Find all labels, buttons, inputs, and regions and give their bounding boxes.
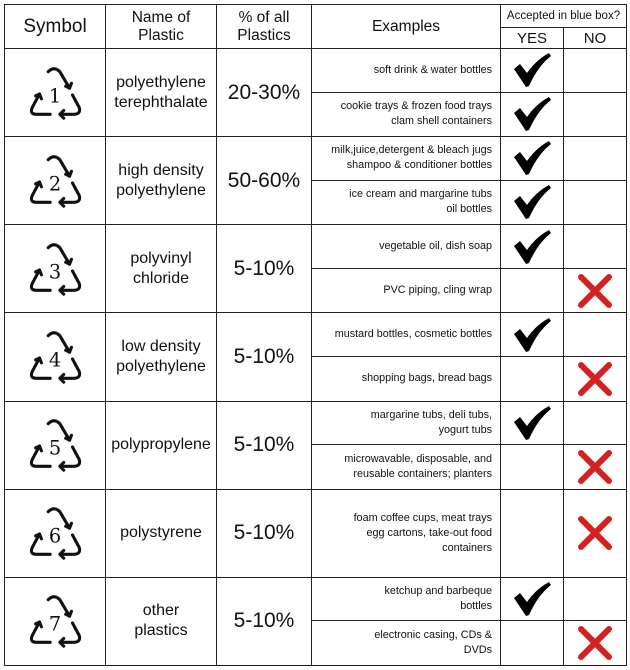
plastic-name-line: polystyrene (120, 524, 202, 542)
percent-cell: 5-10% (217, 225, 312, 313)
symbol-cell (5, 49, 106, 137)
table-row (5, 401, 627, 445)
check-icon (512, 405, 552, 441)
header-percent-line-1: % of all (238, 8, 290, 26)
yes-cell (501, 137, 564, 181)
resin-code-number: 3 (48, 260, 62, 284)
cross-icon (577, 361, 613, 397)
yes-cell (501, 621, 564, 666)
no-cell (564, 313, 627, 357)
no-cell (564, 577, 627, 621)
percent-cell: 50-60% (217, 137, 312, 225)
example-line: soft drink & water bottles (373, 63, 492, 76)
plastic-name-cell (106, 577, 217, 665)
examples-cell (312, 577, 501, 621)
example-line: foam coffee cups, meat trays (353, 511, 492, 524)
examples-cell (312, 356, 501, 401)
yes-cell (501, 401, 564, 445)
no-cell (564, 268, 627, 313)
check-icon (512, 317, 552, 353)
symbol-cell (5, 401, 106, 489)
plastic-name-line: polyethylene (116, 181, 206, 199)
plastic-name-line: polypropylene (111, 436, 211, 454)
examples-cell (312, 49, 501, 93)
cross-icon (577, 449, 613, 485)
plastics-table (4, 4, 627, 666)
cross-icon (577, 625, 613, 661)
plastic-name-cell (106, 489, 217, 577)
plastic-name-line: high density (118, 161, 204, 179)
resin-code-number: 4 (48, 348, 62, 372)
plastic-name-cell (106, 137, 217, 225)
example-line: egg cartons, take-out food (366, 526, 492, 539)
percent-cell: 5-10% (217, 313, 312, 401)
header-symbol: Symbol (5, 5, 106, 49)
no-cell (564, 180, 627, 225)
plastic-name-cell (106, 225, 217, 313)
yes-cell (501, 489, 564, 577)
no-cell (564, 621, 627, 666)
percent-cell: 5-10% (217, 577, 312, 665)
examples-cell (312, 489, 501, 577)
cross-icon (577, 515, 613, 551)
example-line: shopping bags, bread bags (361, 372, 492, 385)
no-cell (564, 356, 627, 401)
no-cell (564, 92, 627, 137)
no-cell (564, 401, 627, 445)
symbol-cell (5, 225, 106, 313)
examples-cell (312, 180, 501, 225)
recycling-symbol-icon (24, 62, 86, 124)
recycling-symbol-icon (24, 150, 86, 212)
check-icon (512, 140, 552, 176)
plastic-name-cell (106, 401, 217, 489)
examples-cell (312, 621, 501, 666)
resin-code-number: 5 (48, 436, 62, 460)
example-line: margarine tubs, deli tubs, (370, 408, 492, 421)
plastic-name-line: low density (121, 337, 201, 355)
yes-cell (501, 268, 564, 313)
table-row (5, 137, 627, 181)
table-row (5, 489, 627, 577)
header-percent-line-2: Plastics (237, 26, 291, 44)
plastic-name-line: other (142, 602, 180, 620)
symbol-cell (5, 313, 106, 401)
cross-icon (577, 273, 613, 309)
examples-cell (312, 401, 501, 445)
percent-cell: 20-30% (217, 49, 312, 137)
check-icon (512, 229, 552, 265)
header-yes: YES (501, 28, 564, 49)
table-header (5, 5, 627, 49)
example-line: shampoo & conditioner bottles (346, 159, 492, 172)
check-icon (512, 184, 552, 220)
examples-cell (312, 445, 501, 490)
plastic-name-cell (106, 313, 217, 401)
symbol-cell (5, 137, 106, 225)
plastic-name-line: polyethylene (116, 73, 206, 91)
header-name-line-2: Plastic (138, 26, 184, 44)
plastic-name-line: polyvinyl (130, 249, 192, 267)
example-line: reusable containers; planters (353, 467, 492, 480)
example-line: PVC piping, cling wrap (383, 284, 492, 297)
yes-cell (501, 92, 564, 137)
example-line: DVDs (463, 644, 492, 657)
recycling-symbol-icon (24, 238, 86, 300)
no-cell (564, 489, 627, 577)
resin-code-number: 2 (48, 172, 62, 196)
plastic-name-line: chloride (132, 269, 190, 287)
yes-cell (501, 180, 564, 225)
resin-code-number: 6 (48, 524, 62, 548)
recycling-symbol-icon (24, 414, 86, 476)
yes-cell (501, 577, 564, 621)
percent-cell: 5-10% (217, 401, 312, 489)
no-cell (564, 137, 627, 181)
symbol-cell (5, 489, 106, 577)
examples-cell (312, 225, 501, 269)
header-no: NO (564, 28, 627, 49)
example-line: vegetable oil, dish soap (379, 240, 492, 253)
table-row (5, 313, 627, 357)
yes-cell (501, 49, 564, 93)
yes-cell (501, 225, 564, 269)
example-line: oil bottles (446, 203, 492, 216)
header-row-main (5, 5, 627, 28)
symbol-cell (5, 577, 106, 665)
header-accepted: Accepted in blue box? (501, 5, 627, 28)
plastic-name-cell (106, 49, 217, 137)
examples-cell (312, 313, 501, 357)
example-line: cookie trays & frozen food trays (340, 100, 492, 113)
example-line: containers (442, 541, 492, 554)
header-name (106, 5, 217, 49)
yes-cell (501, 356, 564, 401)
plastic-name-line: terephthalate (114, 93, 208, 111)
no-cell (564, 49, 627, 93)
example-line: yogurt tubs (438, 423, 492, 436)
recycling-symbol-icon (24, 590, 86, 652)
recycling-symbol-icon (24, 326, 86, 388)
example-line: microwavable, disposable, and (344, 452, 492, 465)
plastic-name-line: plastics (134, 622, 188, 640)
header-percent (217, 5, 312, 49)
header-name-line-1: Name of (131, 8, 191, 26)
table-row (5, 49, 627, 93)
no-cell (564, 445, 627, 490)
yes-cell (501, 445, 564, 490)
examples-cell (312, 137, 501, 181)
example-line: ketchup and barbeque (384, 585, 492, 598)
table-row (5, 577, 627, 621)
yes-cell (501, 313, 564, 357)
table-row (5, 225, 627, 269)
resin-code-number: 1 (48, 84, 62, 108)
resin-code-number: 7 (48, 613, 62, 637)
no-cell (564, 225, 627, 269)
percent-cell: 5-10% (217, 489, 312, 577)
examples-cell (312, 268, 501, 313)
check-icon (512, 581, 552, 617)
example-line: electronic casing, CDs & (374, 629, 492, 642)
check-icon (512, 52, 552, 88)
header-examples: Examples (312, 5, 501, 49)
example-line: mustard bottles, cosmetic bottles (334, 328, 492, 341)
example-line: ice cream and margarine tubs (349, 188, 492, 201)
plastic-name-line: polyethylene (116, 357, 206, 375)
table-body (5, 49, 627, 666)
examples-cell (312, 92, 501, 137)
recycling-symbol-icon (24, 502, 86, 564)
example-line: bottles (460, 600, 492, 613)
example-line: clam shell containers (391, 115, 492, 128)
example-line: milk,juice,detergent & bleach jugs (331, 144, 492, 157)
check-icon (512, 96, 552, 132)
